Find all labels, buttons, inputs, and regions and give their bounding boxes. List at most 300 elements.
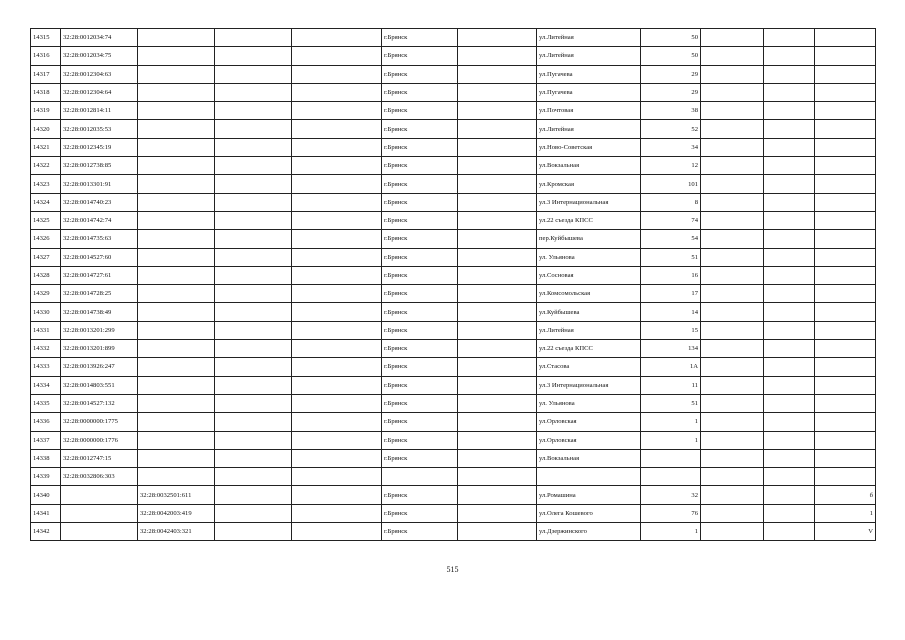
building-cell	[815, 376, 876, 394]
city-cell: г.Брянск	[382, 102, 458, 120]
row-id: 14339	[31, 468, 61, 486]
empty-cell	[215, 120, 292, 138]
table-row	[31, 230, 876, 248]
building-cell	[815, 102, 876, 120]
street-cell: ул.Пугачева	[537, 83, 641, 101]
table-row	[31, 248, 876, 266]
cadastral-number-new	[138, 29, 215, 47]
cadastral-number-new	[138, 413, 215, 431]
city-cell: г.Брянск	[382, 83, 458, 101]
building-cell	[815, 65, 876, 83]
empty-cell	[458, 29, 537, 47]
house-number-cell: 34	[641, 138, 701, 156]
table-row	[31, 303, 876, 321]
cadastral-number-old: 32:28:0014728:25	[61, 285, 138, 303]
empty-cell	[292, 504, 382, 522]
empty-cell	[701, 321, 764, 339]
building-cell	[815, 468, 876, 486]
cadastral-number-new	[138, 138, 215, 156]
empty-cell	[764, 83, 815, 101]
empty-cell	[764, 504, 815, 522]
street-cell: ул.Орловская	[537, 413, 641, 431]
row-id: 14331	[31, 321, 61, 339]
table-row	[31, 47, 876, 65]
street-cell: ул.3 Интернациональная	[537, 193, 641, 211]
house-number-cell: 51	[641, 394, 701, 412]
street-cell: ул.Дзержинского	[537, 523, 641, 541]
empty-cell	[215, 65, 292, 83]
empty-cell	[764, 486, 815, 504]
house-number-cell: 8	[641, 193, 701, 211]
empty-cell	[458, 102, 537, 120]
city-cell: г.Брянск	[382, 523, 458, 541]
empty-cell	[764, 303, 815, 321]
empty-cell	[215, 138, 292, 156]
building-cell: 1	[815, 504, 876, 522]
empty-cell	[215, 376, 292, 394]
street-cell: ул.Стасова	[537, 358, 641, 376]
city-cell: г.Брянск	[382, 29, 458, 47]
empty-cell	[458, 504, 537, 522]
empty-cell	[764, 285, 815, 303]
row-id: 14317	[31, 65, 61, 83]
empty-cell	[215, 413, 292, 431]
table-row	[31, 193, 876, 211]
empty-cell	[701, 193, 764, 211]
city-cell: г.Брянск	[382, 321, 458, 339]
empty-cell	[292, 230, 382, 248]
empty-cell	[215, 523, 292, 541]
table-row	[31, 175, 876, 193]
house-number-cell: 32	[641, 486, 701, 504]
empty-cell	[764, 468, 815, 486]
register-table	[30, 28, 876, 541]
city-cell: г.Брянск	[382, 358, 458, 376]
building-cell: б	[815, 486, 876, 504]
cadastral-number-old: 32:28:0012747:15	[61, 449, 138, 467]
row-id: 14332	[31, 340, 61, 358]
table-row	[31, 394, 876, 412]
table-row	[31, 266, 876, 284]
empty-cell	[701, 358, 764, 376]
empty-cell	[764, 376, 815, 394]
city-cell: г.Брянск	[382, 394, 458, 412]
empty-cell	[764, 138, 815, 156]
building-cell: V	[815, 523, 876, 541]
row-id: 14323	[31, 175, 61, 193]
empty-cell	[764, 102, 815, 120]
empty-cell	[458, 83, 537, 101]
empty-cell	[458, 285, 537, 303]
empty-cell	[215, 47, 292, 65]
street-cell: ул. Ульянова	[537, 394, 641, 412]
house-number-cell: 1А	[641, 358, 701, 376]
building-cell	[815, 157, 876, 175]
building-cell	[815, 431, 876, 449]
building-cell	[815, 449, 876, 467]
city-cell: г.Брянск	[382, 211, 458, 229]
house-number-cell: 12	[641, 157, 701, 175]
row-id: 14334	[31, 376, 61, 394]
empty-cell	[701, 65, 764, 83]
empty-cell	[292, 65, 382, 83]
cadastral-number-old	[61, 504, 138, 522]
cadastral-number-old: 32:28:0014740:23	[61, 193, 138, 211]
empty-cell	[458, 248, 537, 266]
empty-cell	[215, 303, 292, 321]
building-cell	[815, 138, 876, 156]
house-number-cell: 52	[641, 120, 701, 138]
row-id: 14329	[31, 285, 61, 303]
cadastral-number-new	[138, 230, 215, 248]
house-number-cell	[641, 468, 701, 486]
empty-cell	[701, 157, 764, 175]
empty-cell	[292, 340, 382, 358]
row-id: 14322	[31, 157, 61, 175]
street-cell: ул.Ромашина	[537, 486, 641, 504]
empty-cell	[701, 486, 764, 504]
cadastral-number-old: 32:28:0012035:53	[61, 120, 138, 138]
empty-cell	[764, 230, 815, 248]
empty-cell	[701, 449, 764, 467]
empty-cell	[764, 193, 815, 211]
empty-cell	[215, 358, 292, 376]
cadastral-number-old: 32:28:0012304:63	[61, 65, 138, 83]
empty-cell	[292, 83, 382, 101]
building-cell	[815, 83, 876, 101]
empty-cell	[215, 340, 292, 358]
street-cell: ул.Литейная	[537, 29, 641, 47]
empty-cell	[764, 65, 815, 83]
empty-cell	[458, 157, 537, 175]
street-cell: ул.Ново-Советская	[537, 138, 641, 156]
street-cell: ул.Литейная	[537, 321, 641, 339]
row-id: 14325	[31, 211, 61, 229]
row-id: 14338	[31, 449, 61, 467]
table-row	[31, 285, 876, 303]
row-id: 14330	[31, 303, 61, 321]
empty-cell	[458, 358, 537, 376]
cadastral-number-new	[138, 266, 215, 284]
cadastral-number-old: 32:28:0000000:1776	[61, 431, 138, 449]
cadastral-number-old: 32:28:0014727:61	[61, 266, 138, 284]
empty-cell	[292, 193, 382, 211]
register-rows	[31, 29, 876, 541]
row-id: 14342	[31, 523, 61, 541]
empty-cell	[701, 413, 764, 431]
cadastral-number-new	[138, 120, 215, 138]
building-cell	[815, 340, 876, 358]
row-id: 14326	[31, 230, 61, 248]
empty-cell	[764, 29, 815, 47]
empty-cell	[292, 468, 382, 486]
page-number: 515	[446, 565, 459, 574]
building-cell	[815, 193, 876, 211]
empty-cell	[458, 468, 537, 486]
city-cell: г.Брянск	[382, 193, 458, 211]
city-cell: г.Брянск	[382, 248, 458, 266]
empty-cell	[764, 211, 815, 229]
empty-cell	[215, 431, 292, 449]
house-number-cell: 29	[641, 83, 701, 101]
empty-cell	[215, 248, 292, 266]
city-cell: г.Брянск	[382, 431, 458, 449]
empty-cell	[458, 175, 537, 193]
building-cell	[815, 211, 876, 229]
empty-cell	[764, 358, 815, 376]
street-cell: ул.Пугачева	[537, 65, 641, 83]
city-cell: г.Брянск	[382, 285, 458, 303]
table-row	[31, 321, 876, 339]
empty-cell	[701, 504, 764, 522]
empty-cell	[215, 211, 292, 229]
empty-cell	[701, 303, 764, 321]
house-number-cell: 50	[641, 47, 701, 65]
empty-cell	[458, 120, 537, 138]
building-cell	[815, 29, 876, 47]
cadastral-number-old: 32:28:0012814:11	[61, 102, 138, 120]
building-cell	[815, 285, 876, 303]
empty-cell	[764, 175, 815, 193]
empty-cell	[701, 468, 764, 486]
house-number-cell: 76	[641, 504, 701, 522]
street-cell: ул.Кромская	[537, 175, 641, 193]
empty-cell	[701, 523, 764, 541]
city-cell: г.Брянск	[382, 449, 458, 467]
empty-cell	[458, 211, 537, 229]
empty-cell	[292, 248, 382, 266]
table-row	[31, 468, 876, 486]
house-number-cell: 101	[641, 175, 701, 193]
table-row	[31, 431, 876, 449]
empty-cell	[458, 303, 537, 321]
cadastral-number-old	[61, 523, 138, 541]
city-cell: г.Брянск	[382, 175, 458, 193]
cadastral-number-old: 32:28:0014527:60	[61, 248, 138, 266]
empty-cell	[701, 376, 764, 394]
street-cell: ул.Орловская	[537, 431, 641, 449]
building-cell	[815, 47, 876, 65]
empty-cell	[215, 504, 292, 522]
empty-cell	[292, 394, 382, 412]
row-id: 14341	[31, 504, 61, 522]
cadastral-number-new	[138, 340, 215, 358]
empty-cell	[215, 230, 292, 248]
cadastral-number-new	[138, 285, 215, 303]
house-number-cell: 17	[641, 285, 701, 303]
house-number-cell: 14	[641, 303, 701, 321]
cadastral-number-old: 32:28:0013201:299	[61, 321, 138, 339]
table-row	[31, 340, 876, 358]
city-cell: г.Брянск	[382, 486, 458, 504]
table-row	[31, 413, 876, 431]
cadastral-number-old: 32:28:0000000:1775	[61, 413, 138, 431]
city-cell: г.Брянск	[382, 157, 458, 175]
table-row	[31, 486, 876, 504]
empty-cell	[701, 211, 764, 229]
city-cell: г.Брянск	[382, 504, 458, 522]
empty-cell	[458, 47, 537, 65]
empty-cell	[764, 120, 815, 138]
empty-cell	[458, 486, 537, 504]
table-row	[31, 157, 876, 175]
building-cell	[815, 303, 876, 321]
empty-cell	[292, 358, 382, 376]
table-row	[31, 358, 876, 376]
empty-cell	[458, 449, 537, 467]
empty-cell	[701, 431, 764, 449]
empty-cell	[701, 266, 764, 284]
empty-cell	[292, 175, 382, 193]
row-id: 14318	[31, 83, 61, 101]
empty-cell	[764, 266, 815, 284]
row-id: 14335	[31, 394, 61, 412]
building-cell	[815, 266, 876, 284]
city-cell	[382, 468, 458, 486]
building-cell	[815, 413, 876, 431]
building-cell	[815, 120, 876, 138]
cadastral-number-new	[138, 394, 215, 412]
cadastral-number-new	[138, 431, 215, 449]
empty-cell	[458, 230, 537, 248]
row-id: 14316	[31, 47, 61, 65]
cadastral-number-old: 32:28:0014803:551	[61, 376, 138, 394]
table-row	[31, 138, 876, 156]
empty-cell	[458, 321, 537, 339]
table-row	[31, 504, 876, 522]
empty-cell	[701, 102, 764, 120]
cadastral-number-new	[138, 321, 215, 339]
city-cell: г.Брянск	[382, 47, 458, 65]
empty-cell	[215, 321, 292, 339]
house-number-cell: 1	[641, 523, 701, 541]
empty-cell	[215, 157, 292, 175]
empty-cell	[292, 303, 382, 321]
cadastral-number-new	[138, 47, 215, 65]
empty-cell	[701, 47, 764, 65]
cadastral-number-old: 32:28:0014738:49	[61, 303, 138, 321]
empty-cell	[764, 321, 815, 339]
empty-cell	[764, 248, 815, 266]
building-cell	[815, 394, 876, 412]
empty-cell	[764, 523, 815, 541]
house-number-cell: 29	[641, 65, 701, 83]
building-cell	[815, 175, 876, 193]
city-cell: г.Брянск	[382, 376, 458, 394]
house-number-cell: 51	[641, 248, 701, 266]
city-cell: г.Брянск	[382, 303, 458, 321]
cadastral-number-new	[138, 157, 215, 175]
street-cell: ул.Сосновая	[537, 266, 641, 284]
street-cell: ул.Литейная	[537, 47, 641, 65]
house-number-cell: 74	[641, 211, 701, 229]
city-cell: г.Брянск	[382, 65, 458, 83]
empty-cell	[292, 413, 382, 431]
empty-cell	[701, 120, 764, 138]
cadastral-number-old: 32:28:0013301:91	[61, 175, 138, 193]
row-id: 14324	[31, 193, 61, 211]
row-id: 14321	[31, 138, 61, 156]
row-id: 14336	[31, 413, 61, 431]
empty-cell	[292, 29, 382, 47]
table-row	[31, 120, 876, 138]
cadastral-number-new	[138, 102, 215, 120]
empty-cell	[292, 211, 382, 229]
empty-cell	[701, 29, 764, 47]
empty-cell	[292, 376, 382, 394]
street-cell: ул.Олега Кошевого	[537, 504, 641, 522]
row-id: 14315	[31, 29, 61, 47]
empty-cell	[292, 157, 382, 175]
cadastral-number-new	[138, 449, 215, 467]
city-cell: г.Брянск	[382, 340, 458, 358]
empty-cell	[292, 285, 382, 303]
cadastral-number-new: 32:28:0042403:321	[138, 523, 215, 541]
table-row	[31, 449, 876, 467]
empty-cell	[292, 431, 382, 449]
cadastral-number-new: 32:28:0032501:611	[138, 486, 215, 504]
empty-cell	[292, 102, 382, 120]
empty-cell	[701, 175, 764, 193]
empty-cell	[215, 394, 292, 412]
empty-cell	[458, 65, 537, 83]
cadastral-number-new	[138, 468, 215, 486]
empty-cell	[292, 138, 382, 156]
street-cell: ул.22 съезда КПСС	[537, 211, 641, 229]
empty-cell	[458, 523, 537, 541]
table-row	[31, 29, 876, 47]
row-id: 14327	[31, 248, 61, 266]
street-cell: ул. Ульянова	[537, 248, 641, 266]
street-cell	[537, 468, 641, 486]
row-id: 14328	[31, 266, 61, 284]
cadastral-number-old	[61, 486, 138, 504]
row-id: 14333	[31, 358, 61, 376]
empty-cell	[215, 486, 292, 504]
row-id: 14340	[31, 486, 61, 504]
empty-cell	[458, 376, 537, 394]
empty-cell	[701, 285, 764, 303]
cadastral-number-old: 32:28:0013201:899	[61, 340, 138, 358]
cadastral-number-new	[138, 303, 215, 321]
house-number-cell: 50	[641, 29, 701, 47]
empty-cell	[458, 340, 537, 358]
empty-cell	[764, 394, 815, 412]
empty-cell	[458, 394, 537, 412]
empty-cell	[215, 29, 292, 47]
table-row	[31, 102, 876, 120]
empty-cell	[292, 523, 382, 541]
empty-cell	[292, 321, 382, 339]
empty-cell	[292, 47, 382, 65]
empty-cell	[292, 486, 382, 504]
empty-cell	[458, 431, 537, 449]
empty-cell	[764, 340, 815, 358]
cadastral-number-old: 32:28:0014527:132	[61, 394, 138, 412]
empty-cell	[215, 449, 292, 467]
empty-cell	[215, 175, 292, 193]
house-number-cell: 54	[641, 230, 701, 248]
empty-cell	[215, 285, 292, 303]
row-id: 14319	[31, 102, 61, 120]
cadastral-number-new: 32:28:0042003:419	[138, 504, 215, 522]
cadastral-number-new	[138, 175, 215, 193]
house-number-cell: 16	[641, 266, 701, 284]
empty-cell	[701, 394, 764, 412]
house-number-cell: 38	[641, 102, 701, 120]
cadastral-number-new	[138, 376, 215, 394]
table-row	[31, 523, 876, 541]
